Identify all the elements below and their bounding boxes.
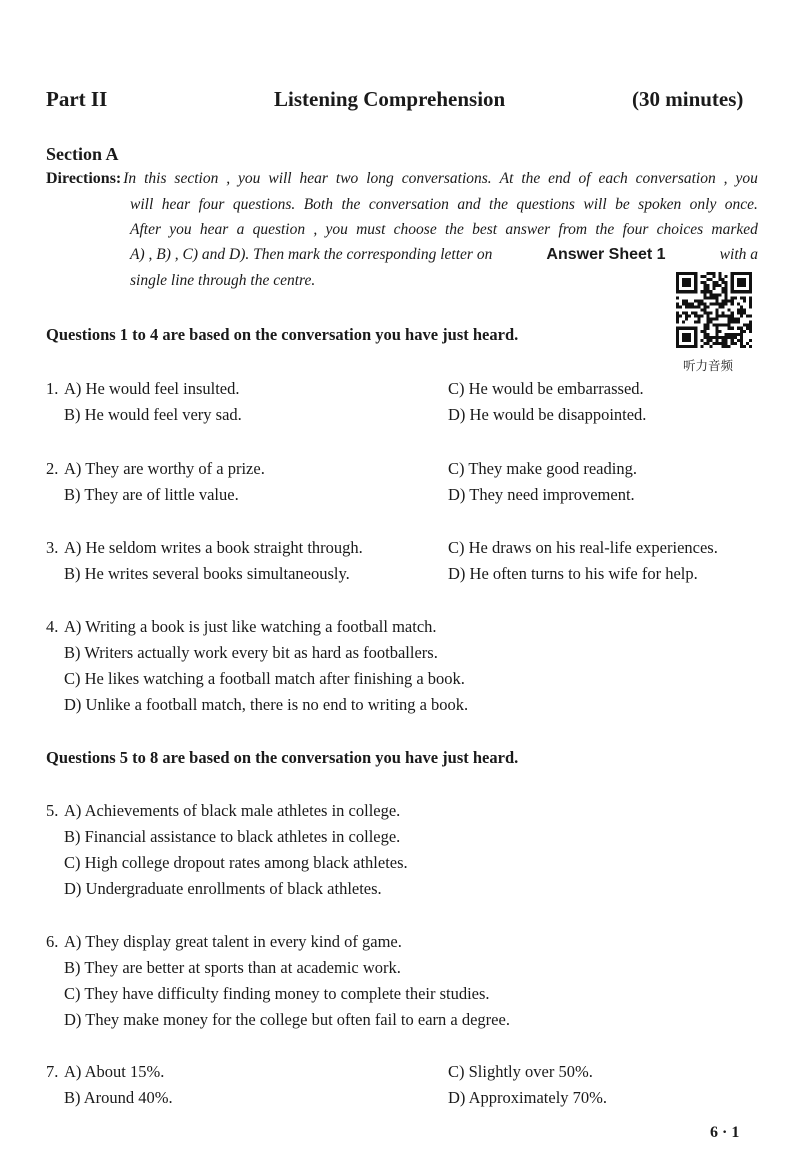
directions-word: a <box>236 221 245 238</box>
answer-sheet-label: Answer Sheet 1 <box>546 246 666 263</box>
question-number: 4. <box>46 617 59 636</box>
option-d[interactable]: D) He often turns to his wife for help. <box>448 564 698 583</box>
part-label: Part II <box>46 87 108 111</box>
directions-word: conversation <box>635 170 716 187</box>
directions-line-2 <box>130 196 758 214</box>
directions-word: answer <box>505 221 551 238</box>
directions-word: this <box>144 170 167 187</box>
directions-line-4-post: with a <box>719 246 758 263</box>
directions-word: two <box>335 170 359 187</box>
directions-word: hear <box>299 170 328 187</box>
directions-word: choose <box>393 221 437 238</box>
directions-word: At <box>499 170 514 187</box>
directions-line-5: single line through the centre. <box>130 272 316 289</box>
option-b[interactable]: B) They are better at sports than at academic work. <box>64 958 401 977</box>
directions-word: will <box>130 196 154 213</box>
directions-word: , <box>723 170 728 187</box>
option-b[interactable]: B) Writers actually work every bit as hard as footballers. <box>64 643 438 662</box>
option-c[interactable]: C) He would be embarrassed. <box>448 379 644 398</box>
option-b[interactable]: B) He would feel very sad. <box>64 405 242 424</box>
directions-word: the <box>521 170 541 187</box>
question-number: 7. <box>46 1062 59 1081</box>
question-number: 1. <box>46 379 59 398</box>
qr-code[interactable] <box>676 272 752 348</box>
directions-word: hear <box>161 196 191 213</box>
question-number: 6. <box>46 932 59 951</box>
option-a[interactable]: A) They display great talent in every kind of game. <box>64 932 402 951</box>
page-number: 6 · 1 <box>710 1124 740 1141</box>
directions-word: and <box>457 196 481 213</box>
directions-word: once. <box>724 196 758 213</box>
directions-word: must <box>356 221 386 238</box>
directions-word: end <box>548 170 571 187</box>
option-b[interactable]: B) Around 40%. <box>64 1088 173 1107</box>
directions-word: hear <box>199 221 229 238</box>
option-a[interactable]: A) He would feel insulted. <box>64 379 240 398</box>
group-heading-1: Questions 1 to 4 are based on the conversation you have just heard. <box>46 325 519 344</box>
option-a[interactable]: A) He seldom writes a book straight through. <box>64 538 363 557</box>
directions-word: you <box>325 221 348 238</box>
question-number: 2. <box>46 459 59 478</box>
option-a[interactable]: A) Writing a book is just like watching a football match. <box>64 617 437 636</box>
option-d[interactable]: D) He would be disappointed. <box>448 405 647 424</box>
option-a[interactable]: A) About 15%. <box>64 1062 165 1081</box>
option-a[interactable]: A) Achievements of black male athletes in college. <box>64 801 401 820</box>
directions-line-3 <box>130 221 758 239</box>
group-heading-2: Questions 5 to 8 are based on the conversation you have just heard. <box>46 748 519 767</box>
directions-word: questions <box>516 196 575 213</box>
directions-word: will <box>268 170 292 187</box>
directions-word: the <box>444 221 464 238</box>
option-b[interactable]: B) Financial assistance to black athletes in college. <box>64 827 401 846</box>
directions-word: each <box>598 170 628 187</box>
directions-word: four <box>198 196 225 213</box>
directions-line-4 <box>130 246 758 264</box>
part-title: Listening Comprehension <box>274 87 506 111</box>
option-a[interactable]: A) They are worthy of a prize. <box>64 459 265 478</box>
directions-word: the <box>341 196 361 213</box>
directions-word: Both <box>303 196 333 213</box>
option-d[interactable]: D) They need improvement. <box>448 485 635 504</box>
directions-word: conversations. <box>401 170 492 187</box>
directions-word: will <box>583 196 607 213</box>
directions-word: only <box>689 196 717 213</box>
option-c[interactable]: C) He draws on his real-life experiences. <box>448 538 718 557</box>
directions-word: long <box>366 170 394 187</box>
option-c[interactable]: C) High college dropout rates among black athletes. <box>64 853 408 872</box>
directions-word: section <box>174 170 219 187</box>
qr-caption: 听力音频 <box>683 358 734 373</box>
option-d[interactable]: D) Approximately 70%. <box>448 1088 608 1107</box>
directions-word: In <box>123 170 137 187</box>
directions-word: you <box>735 170 758 187</box>
directions-word: the <box>595 221 615 238</box>
directions-word: you <box>169 221 192 238</box>
directions-colon: : <box>115 170 122 187</box>
directions-word: choices <box>656 221 704 238</box>
directions-word: conversation <box>368 196 449 213</box>
directions-word: , <box>313 221 318 238</box>
option-d[interactable]: D) They make money for the college but often fail to earn a degree. <box>64 1010 510 1029</box>
option-c[interactable]: C) They make good reading. <box>448 459 637 478</box>
directions-word: questions. <box>232 196 296 213</box>
option-c[interactable]: C) They have difficulty finding money to complete their studies. <box>64 984 490 1003</box>
directions-word: the <box>489 196 508 213</box>
directions-word: marked <box>711 221 758 238</box>
question-number: 3. <box>46 538 59 557</box>
option-c[interactable]: C) Slightly over 50%. <box>448 1062 593 1081</box>
section-label: Section A <box>46 144 119 164</box>
directions-word: from <box>558 221 588 238</box>
time-limit: (30 minutes) <box>632 87 744 111</box>
directions-word: be <box>615 196 630 213</box>
directions-word: you <box>238 170 261 187</box>
directions-word: , <box>226 170 231 187</box>
directions-line-1-text <box>123 170 758 188</box>
question-number: 5. <box>46 801 59 820</box>
option-c[interactable]: C) He likes watching a football match after finishing a book. <box>64 669 465 688</box>
option-b[interactable]: B) He writes several books simultaneously. <box>64 564 350 583</box>
directions-word: four <box>622 221 649 238</box>
directions-word: of <box>578 170 591 187</box>
directions-word: question <box>252 221 306 238</box>
directions-word: After <box>130 221 161 238</box>
option-d[interactable]: D) Undergraduate enrollments of black athletes. <box>64 879 382 898</box>
option-d[interactable]: D) Unlike a football match, there is no end to writing a book. <box>64 695 469 714</box>
directions-label: Directions <box>46 170 116 187</box>
directions-line-4-pre: A) , B) , C) and D). Then mark the corresponding letter on <box>130 246 493 263</box>
directions-word: spoken <box>638 196 682 213</box>
option-b[interactable]: B) They are of little value. <box>64 485 239 504</box>
directions-line-1 <box>46 170 758 188</box>
directions-word: best <box>472 221 498 238</box>
